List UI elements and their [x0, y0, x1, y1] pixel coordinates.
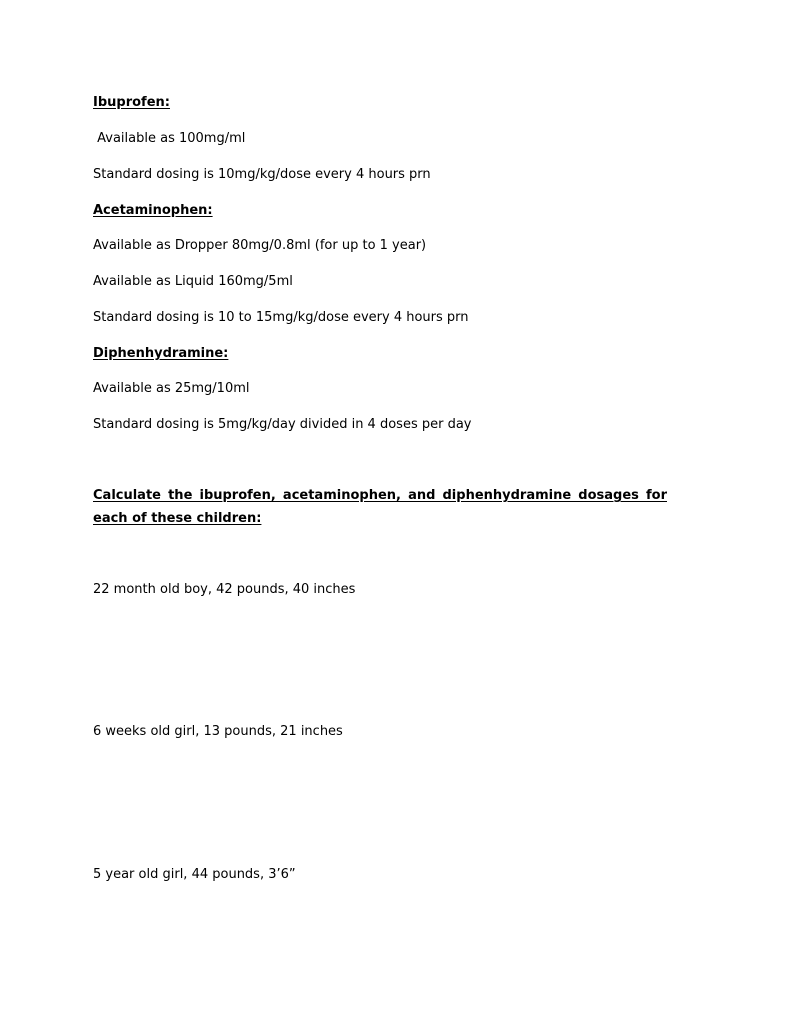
child-case: 5 year old girl, 44 pounds, 3’6” — [93, 867, 296, 882]
ibuprofen-dosing: Standard dosing is 10mg/kg/dose every 4 hours prn — [93, 167, 431, 182]
diphenhydramine-availability: Available as 25mg/10ml — [93, 381, 250, 396]
task-instructions: Calculate the ibuprofen, acetaminophen, and diphenhydramine dosages for each of these children: — [93, 488, 667, 526]
ibuprofen-heading: Ibuprofen: — [93, 95, 170, 110]
acetaminophen-dropper-availability: Available as Dropper 80mg/0.8ml (for up to 1 year) — [93, 238, 427, 253]
diphenhydramine-dosing: Standard dosing is 5mg/kg/day divided in 4 doses per day — [93, 417, 472, 432]
acetaminophen-liquid-availability: Available as Liquid 160mg/5ml — [93, 274, 293, 289]
acetaminophen-dosing: Standard dosing is 10 to 15mg/kg/dose every 4 hours prn — [93, 310, 469, 325]
ibuprofen-availability: Available as 100mg/ml — [93, 131, 246, 146]
child-case: 6 weeks old girl, 13 pounds, 21 inches — [93, 724, 343, 739]
child-case: 22 month old boy, 42 pounds, 40 inches — [93, 582, 356, 597]
diphenhydramine-heading: Diphenhydramine: — [93, 346, 229, 361]
acetaminophen-heading: Acetaminophen: — [93, 203, 213, 218]
